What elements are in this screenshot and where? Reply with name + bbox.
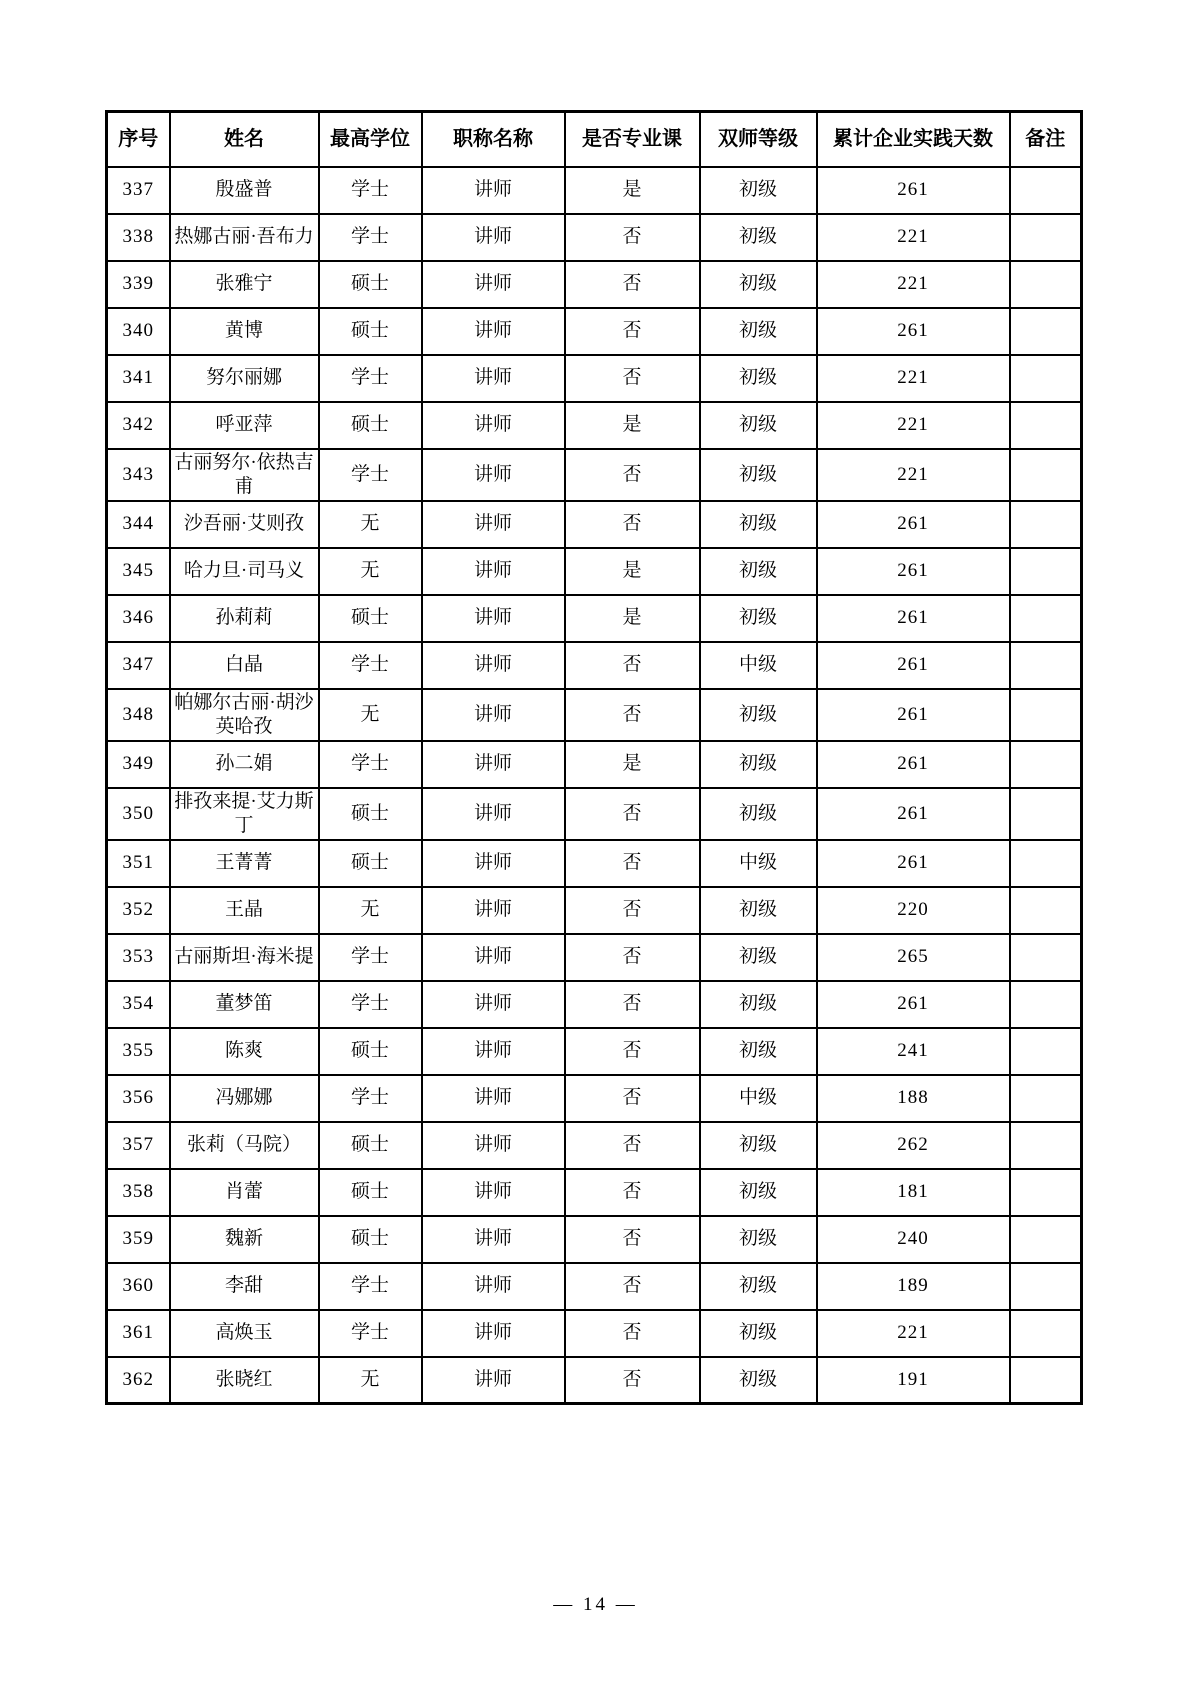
table-cell: 董梦笛 — [170, 981, 319, 1028]
table-cell: 陈爽 — [170, 1028, 319, 1075]
table-cell — [1010, 449, 1082, 501]
table-cell — [1010, 548, 1082, 595]
table-cell: 讲师 — [422, 167, 565, 214]
table-cell: 352 — [107, 887, 170, 934]
table-cell: 否 — [565, 689, 700, 741]
table-cell: 221 — [817, 261, 1010, 308]
table-cell: 无 — [319, 501, 422, 548]
table-cell: 否 — [565, 1028, 700, 1075]
table-row — [107, 788, 1082, 840]
table-cell: 古丽努尔·依热吉甫 — [170, 449, 319, 501]
table-cell: 讲师 — [422, 501, 565, 548]
table-row — [107, 1310, 1082, 1357]
table-cell: 否 — [565, 1169, 700, 1216]
column-header-2: 最高学位 — [319, 112, 422, 167]
table-cell — [1010, 595, 1082, 642]
table-row — [107, 1028, 1082, 1075]
table-cell — [1010, 501, 1082, 548]
table-cell: 讲师 — [422, 308, 565, 355]
table-cell — [1010, 1122, 1082, 1169]
table-cell: 初级 — [700, 355, 817, 402]
table-cell: 355 — [107, 1028, 170, 1075]
table-cell: 344 — [107, 501, 170, 548]
table-body — [107, 167, 1082, 1404]
table-cell: 无 — [319, 689, 422, 741]
table-cell: 初级 — [700, 1310, 817, 1357]
table-row — [107, 1169, 1082, 1216]
table-cell: 初级 — [700, 1216, 817, 1263]
column-header-4: 是否专业课 — [565, 112, 700, 167]
table-cell: 学士 — [319, 1310, 422, 1357]
table-cell: 356 — [107, 1075, 170, 1122]
table-cell — [1010, 788, 1082, 840]
column-header-0: 序号 — [107, 112, 170, 167]
column-header-6: 累计企业实践天数 — [817, 112, 1010, 167]
table-cell: 讲师 — [422, 1263, 565, 1310]
table-row — [107, 355, 1082, 402]
table-cell: 261 — [817, 308, 1010, 355]
table-cell — [1010, 1310, 1082, 1357]
table-cell: 261 — [817, 840, 1010, 887]
table-cell: 讲师 — [422, 1357, 565, 1404]
table-cell: 221 — [817, 1310, 1010, 1357]
table-cell: 初级 — [700, 308, 817, 355]
table-cell: 学士 — [319, 642, 422, 689]
table-cell: 讲师 — [422, 261, 565, 308]
table-cell: 341 — [107, 355, 170, 402]
table-cell: 学士 — [319, 1263, 422, 1310]
table-cell: 初级 — [700, 214, 817, 261]
table-cell: 初级 — [700, 788, 817, 840]
table-cell: 初级 — [700, 1357, 817, 1404]
table-cell: 硕士 — [319, 840, 422, 887]
table-cell: 硕士 — [319, 261, 422, 308]
table-cell: 初级 — [700, 167, 817, 214]
table-cell: 王菁菁 — [170, 840, 319, 887]
table-cell: 261 — [817, 595, 1010, 642]
table-cell: 240 — [817, 1216, 1010, 1263]
table-cell: 初级 — [700, 595, 817, 642]
table-cell: 241 — [817, 1028, 1010, 1075]
table-cell: 否 — [565, 788, 700, 840]
table-cell: 初级 — [700, 1263, 817, 1310]
table-cell — [1010, 887, 1082, 934]
table-cell: 191 — [817, 1357, 1010, 1404]
table-cell: 262 — [817, 1122, 1010, 1169]
table-cell: 362 — [107, 1357, 170, 1404]
table-row — [107, 167, 1082, 214]
teacher-roster-table — [105, 110, 1083, 1405]
table-cell: 讲师 — [422, 1075, 565, 1122]
table-cell: 221 — [817, 449, 1010, 501]
table-cell: 是 — [565, 741, 700, 788]
table-cell: 讲师 — [422, 449, 565, 501]
table-cell: 讲师 — [422, 595, 565, 642]
table-cell: 否 — [565, 261, 700, 308]
column-header-5: 双师等级 — [700, 112, 817, 167]
table-cell: 否 — [565, 501, 700, 548]
table-cell: 中级 — [700, 642, 817, 689]
table-cell: 高焕玉 — [170, 1310, 319, 1357]
table-cell: 181 — [817, 1169, 1010, 1216]
table-cell: 讲师 — [422, 1122, 565, 1169]
table-cell: 353 — [107, 934, 170, 981]
table-cell: 否 — [565, 934, 700, 981]
table-cell: 硕士 — [319, 1122, 422, 1169]
table-cell — [1010, 981, 1082, 1028]
table-cell: 讲师 — [422, 1310, 565, 1357]
table-cell — [1010, 308, 1082, 355]
table-cell: 初级 — [700, 501, 817, 548]
table-cell: 261 — [817, 741, 1010, 788]
table-cell: 220 — [817, 887, 1010, 934]
table-cell: 讲师 — [422, 934, 565, 981]
table-row — [107, 1357, 1082, 1404]
table-cell: 冯娜娜 — [170, 1075, 319, 1122]
table-cell: 努尔丽娜 — [170, 355, 319, 402]
table-row — [107, 981, 1082, 1028]
table-row — [107, 402, 1082, 449]
table-cell: 初级 — [700, 261, 817, 308]
table-cell: 讲师 — [422, 981, 565, 1028]
table-cell: 讲师 — [422, 840, 565, 887]
table-cell — [1010, 840, 1082, 887]
table-cell: 沙吾丽·艾则孜 — [170, 501, 319, 548]
table-cell: 学士 — [319, 981, 422, 1028]
table-cell — [1010, 1075, 1082, 1122]
table-cell: 261 — [817, 689, 1010, 741]
table-cell: 初级 — [700, 887, 817, 934]
table-cell: 讲师 — [422, 741, 565, 788]
table-cell: 硕士 — [319, 1216, 422, 1263]
table-cell: 初级 — [700, 981, 817, 1028]
table-row — [107, 1216, 1082, 1263]
table-cell: 354 — [107, 981, 170, 1028]
table-cell: 殷盛普 — [170, 167, 319, 214]
table-cell: 否 — [565, 887, 700, 934]
table-cell: 讲师 — [422, 355, 565, 402]
table-cell: 188 — [817, 1075, 1010, 1122]
table-cell: 讲师 — [422, 1169, 565, 1216]
column-header-3: 职称名称 — [422, 112, 565, 167]
column-header-7: 备注 — [1010, 112, 1082, 167]
table-row — [107, 1075, 1082, 1122]
table-cell — [1010, 261, 1082, 308]
table-cell: 265 — [817, 934, 1010, 981]
table-cell: 初级 — [700, 934, 817, 981]
table-cell: 343 — [107, 449, 170, 501]
table-cell: 261 — [817, 642, 1010, 689]
table-cell: 硕士 — [319, 1169, 422, 1216]
table-cell: 热娜古丽·吾布力 — [170, 214, 319, 261]
table-cell: 349 — [107, 741, 170, 788]
table-cell: 哈力旦·司马义 — [170, 548, 319, 595]
table-cell: 初级 — [700, 689, 817, 741]
table-row — [107, 741, 1082, 788]
header-row — [107, 112, 1082, 167]
table-row — [107, 934, 1082, 981]
table-cell: 350 — [107, 788, 170, 840]
table-row — [107, 887, 1082, 934]
table-cell: 221 — [817, 214, 1010, 261]
table-cell: 初级 — [700, 741, 817, 788]
table-cell: 呼亚萍 — [170, 402, 319, 449]
table-row — [107, 261, 1082, 308]
table-cell: 帕娜尔古丽·胡沙英哈孜 — [170, 689, 319, 741]
table-cell: 张雅宁 — [170, 261, 319, 308]
table-cell: 学士 — [319, 1075, 422, 1122]
table-cell — [1010, 689, 1082, 741]
table-cell: 硕士 — [319, 1028, 422, 1075]
table-cell: 肖蕾 — [170, 1169, 319, 1216]
table-cell: 学士 — [319, 355, 422, 402]
table-cell: 221 — [817, 355, 1010, 402]
table-cell: 261 — [817, 167, 1010, 214]
table-cell: 361 — [107, 1310, 170, 1357]
table-cell: 346 — [107, 595, 170, 642]
table-cell: 360 — [107, 1263, 170, 1310]
table-cell: 无 — [319, 548, 422, 595]
table-row — [107, 501, 1082, 548]
table-cell: 是 — [565, 402, 700, 449]
table-cell: 初级 — [700, 1122, 817, 1169]
table-cell: 排孜来提·艾力斯丁 — [170, 788, 319, 840]
table-cell: 是 — [565, 595, 700, 642]
table-cell: 硕士 — [319, 788, 422, 840]
table-cell: 359 — [107, 1216, 170, 1263]
table-cell: 无 — [319, 1357, 422, 1404]
table-row — [107, 1263, 1082, 1310]
table-cell: 337 — [107, 167, 170, 214]
table-cell — [1010, 1216, 1082, 1263]
table-row — [107, 1122, 1082, 1169]
table-row — [107, 548, 1082, 595]
table-cell: 339 — [107, 261, 170, 308]
table-cell: 否 — [565, 642, 700, 689]
table-cell: 是 — [565, 548, 700, 595]
table-cell: 学士 — [319, 167, 422, 214]
table-cell: 孙二娟 — [170, 741, 319, 788]
table-cell: 李甜 — [170, 1263, 319, 1310]
table-cell: 否 — [565, 449, 700, 501]
table-cell: 初级 — [700, 548, 817, 595]
table-cell — [1010, 934, 1082, 981]
table-cell: 358 — [107, 1169, 170, 1216]
table-cell: 张晓红 — [170, 1357, 319, 1404]
table-cell: 否 — [565, 355, 700, 402]
table-cell — [1010, 1028, 1082, 1075]
table-cell: 261 — [817, 788, 1010, 840]
table-cell: 357 — [107, 1122, 170, 1169]
table-cell — [1010, 167, 1082, 214]
table-cell: 初级 — [700, 1028, 817, 1075]
table-cell: 否 — [565, 1122, 700, 1169]
table-cell: 347 — [107, 642, 170, 689]
table-cell: 讲师 — [422, 1216, 565, 1263]
table-cell: 否 — [565, 1357, 700, 1404]
table-cell: 讲师 — [422, 689, 565, 741]
table-cell: 否 — [565, 1310, 700, 1357]
table-cell — [1010, 1169, 1082, 1216]
column-header-1: 姓名 — [170, 112, 319, 167]
table-row — [107, 840, 1082, 887]
table-cell: 351 — [107, 840, 170, 887]
table-cell: 硕士 — [319, 308, 422, 355]
table-cell: 中级 — [700, 1075, 817, 1122]
table-cell: 初级 — [700, 402, 817, 449]
table-cell: 讲师 — [422, 214, 565, 261]
table-cell: 189 — [817, 1263, 1010, 1310]
table-cell: 初级 — [700, 449, 817, 501]
table-cell: 讲师 — [422, 1028, 565, 1075]
table-cell: 261 — [817, 501, 1010, 548]
table-cell: 王晶 — [170, 887, 319, 934]
table-cell: 无 — [319, 887, 422, 934]
table-cell: 讲师 — [422, 788, 565, 840]
table-row — [107, 642, 1082, 689]
table-cell: 黄博 — [170, 308, 319, 355]
table-row — [107, 214, 1082, 261]
table-cell: 否 — [565, 981, 700, 1028]
table-cell: 否 — [565, 1216, 700, 1263]
table-row — [107, 449, 1082, 501]
table-cell: 中级 — [700, 840, 817, 887]
table-cell: 孙莉莉 — [170, 595, 319, 642]
table-row — [107, 308, 1082, 355]
table-cell: 342 — [107, 402, 170, 449]
table-cell: 否 — [565, 214, 700, 261]
table-cell: 否 — [565, 1075, 700, 1122]
table-cell: 否 — [565, 308, 700, 355]
table-cell: 345 — [107, 548, 170, 595]
table-cell: 学士 — [319, 214, 422, 261]
table-cell: 硕士 — [319, 595, 422, 642]
table-cell: 讲师 — [422, 548, 565, 595]
table-cell: 讲师 — [422, 642, 565, 689]
table-cell: 初级 — [700, 1169, 817, 1216]
table-cell: 学士 — [319, 449, 422, 501]
table-cell: 魏新 — [170, 1216, 319, 1263]
table-cell — [1010, 741, 1082, 788]
table-cell: 是 — [565, 167, 700, 214]
page-number: — 14 — — [553, 1594, 638, 1615]
table-cell — [1010, 355, 1082, 402]
table-cell: 否 — [565, 1263, 700, 1310]
table-cell: 讲师 — [422, 887, 565, 934]
table-cell: 讲师 — [422, 402, 565, 449]
table-row — [107, 595, 1082, 642]
table-cell: 221 — [817, 402, 1010, 449]
table-cell: 338 — [107, 214, 170, 261]
table-cell: 348 — [107, 689, 170, 741]
table-cell: 261 — [817, 548, 1010, 595]
table-cell: 张莉（马院） — [170, 1122, 319, 1169]
table-cell — [1010, 1263, 1082, 1310]
table-cell — [1010, 402, 1082, 449]
table-cell: 340 — [107, 308, 170, 355]
table-cell: 学士 — [319, 934, 422, 981]
table-cell: 学士 — [319, 741, 422, 788]
table-cell: 古丽斯坦·海米提 — [170, 934, 319, 981]
table-cell — [1010, 214, 1082, 261]
table-cell — [1010, 642, 1082, 689]
table-row — [107, 689, 1082, 741]
table-cell: 261 — [817, 981, 1010, 1028]
table-cell: 硕士 — [319, 402, 422, 449]
table-cell: 否 — [565, 840, 700, 887]
table-cell: 白晶 — [170, 642, 319, 689]
table-cell — [1010, 1357, 1082, 1404]
